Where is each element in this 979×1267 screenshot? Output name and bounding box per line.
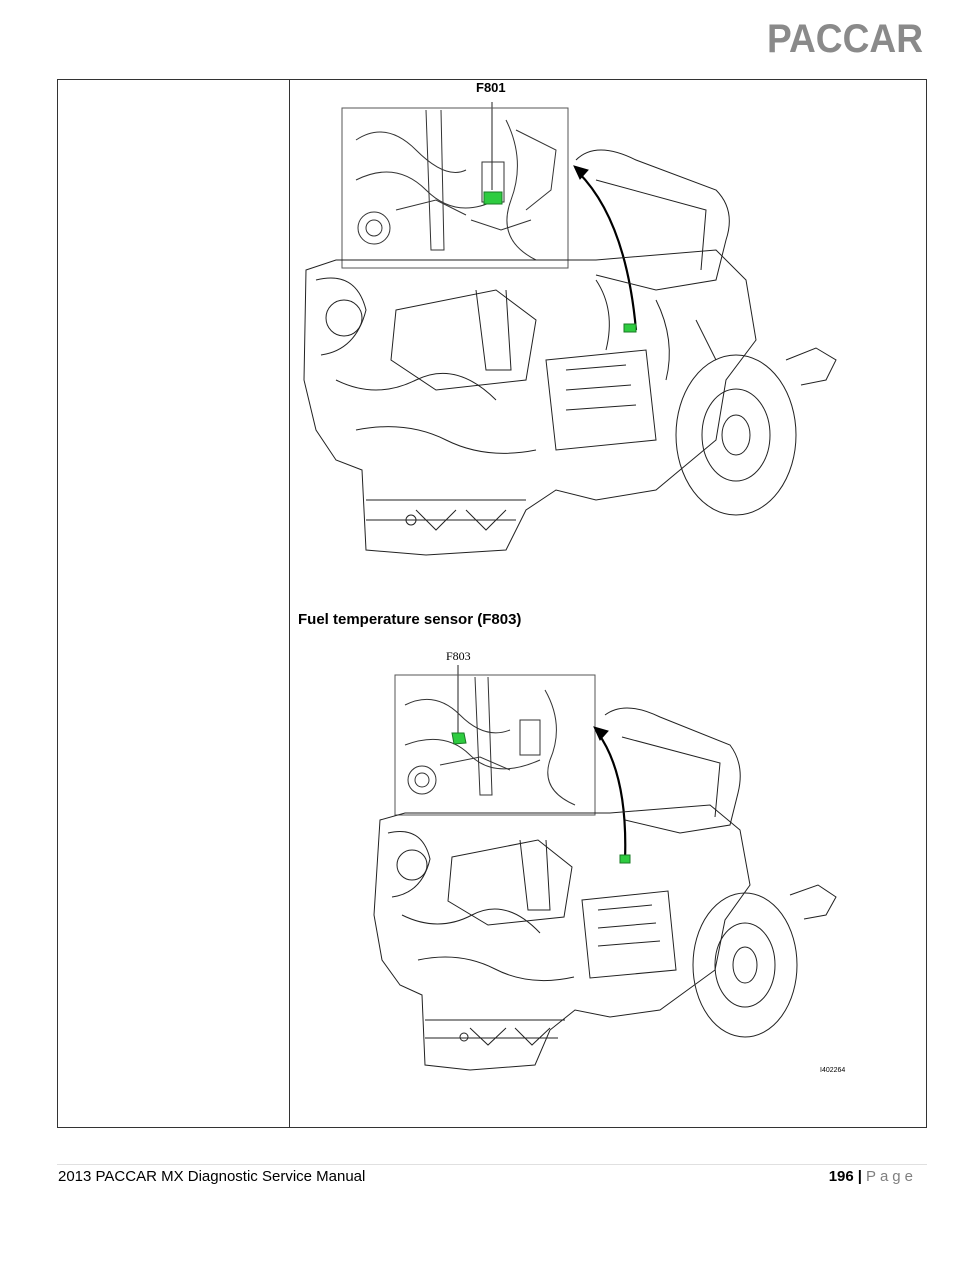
engine-diagram-f803	[360, 645, 860, 1085]
svg-text:PACCAR: PACCAR	[767, 18, 924, 60]
paccar-logo	[767, 18, 925, 60]
section-heading: Fuel temperature sensor (F803)	[298, 611, 522, 628]
page-label: Page	[865, 1168, 917, 1185]
page-number: 196	[828, 1168, 854, 1185]
table-column-divider	[289, 79, 290, 1128]
footer-rule	[57, 1164, 927, 1165]
figure1-callout: F801	[476, 80, 506, 95]
footer-page-info	[829, 1168, 917, 1185]
figure2-callout: F803	[446, 649, 471, 663]
page-separator: |	[857, 1168, 862, 1185]
figure-id: I402264	[820, 1067, 846, 1074]
footer-manual-title: 2013 PACCAR MX Diagnostic Service Manual	[58, 1168, 366, 1185]
engine-diagram-f801	[296, 80, 856, 570]
